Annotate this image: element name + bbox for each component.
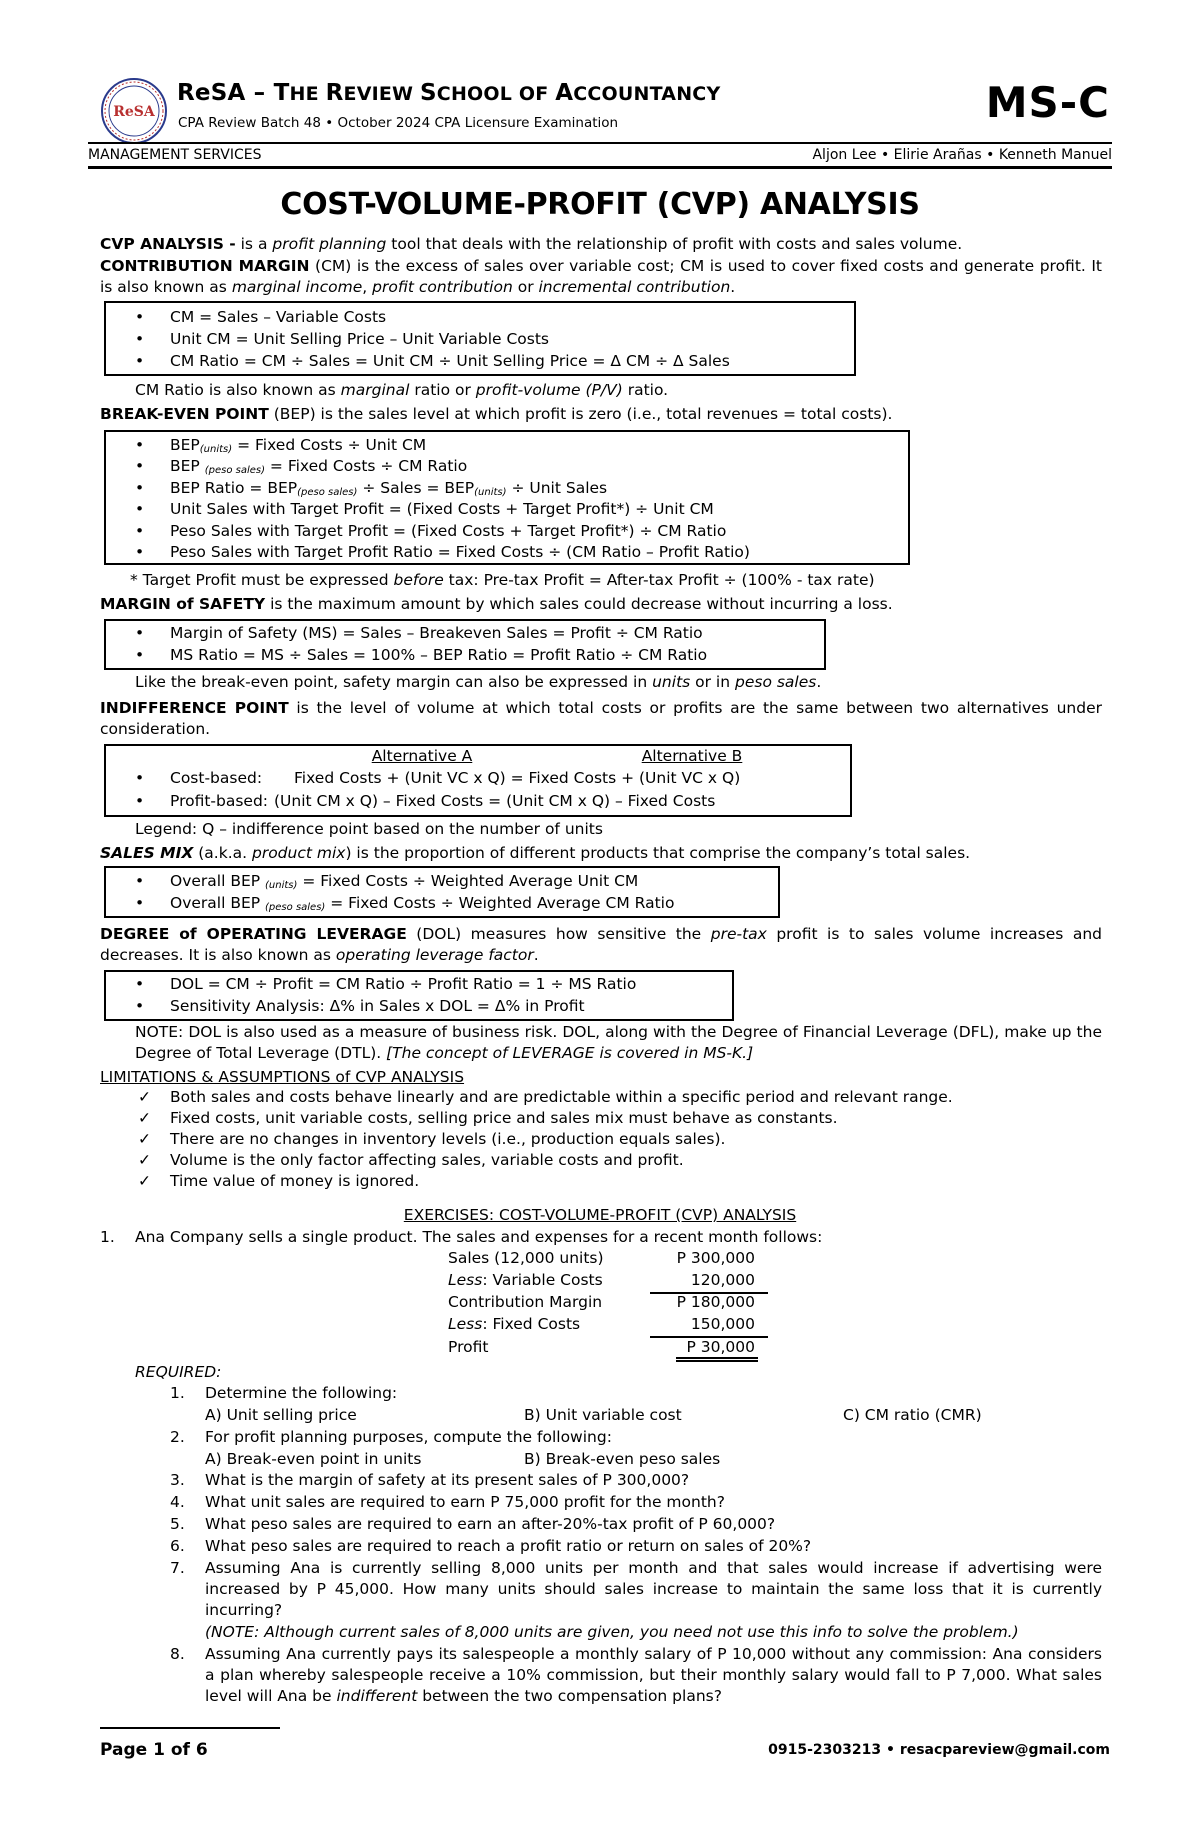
requirement-number: 2. [170,1428,185,1446]
formula-item: • Overall BEP (peso sales) = Fixed Costs ÷ Weighted Average CM Ratio [135,894,675,913]
exercises-heading: EXERCISES: COST-VOLUME-PROFIT (CVP) ANALYSIS [403,1206,797,1224]
formula-item: • Sensitivity Analysis: Δ% in Sales x DOL = Δ% in Profit [135,997,585,1015]
requirement-number: 3. [170,1471,185,1489]
footer-rule [100,1727,280,1729]
formula-item: • MS Ratio = MS ÷ Sales = 100% – BEP Ratio = Profit Ratio ÷ CM Ratio [135,646,708,664]
check-icon: ✓ [138,1130,151,1148]
formula-item: • DOL = CM ÷ Profit = CM Ratio ÷ Profit Ratio = 1 ÷ MS Ratio [135,975,637,993]
requirement-number: 4. [170,1493,185,1511]
mos-note: Like the break-even point, safety margin can also be expressed in units or in peso sales. [135,673,822,691]
requirement-number: 8. [170,1645,185,1663]
requirement-text: What peso sales are required to earn an after-20%-tax profit of P 60,000? [205,1515,776,1533]
checklist-item: ✓ Time value of money is ignored. [138,1172,420,1190]
formula-item: • Profit-based: [135,792,269,810]
fs-amount: P 180,000 [676,1293,755,1311]
alternative-b-header: Alternative B [641,747,743,765]
header-rule-thick [88,166,1112,169]
fs-label: Profit [448,1338,489,1356]
limitations-heading: LIMITATIONS & ASSUMPTIONS of CVP ANALYSIS [100,1068,465,1086]
fs-double-rule [676,1360,758,1362]
formula-item: • Unit CM = Unit Selling Price – Unit Variable Costs [135,330,549,348]
checklist-item: ✓ Volume is the only factor affecting sales, variable costs and profit. [138,1151,684,1169]
fs-amount: P 300,000 [676,1249,755,1267]
cm-ratio-note: CM Ratio is also known as marginal ratio or profit-volume (P/V) ratio. [135,381,669,399]
subject-label: MANAGEMENT SERVICES [88,147,262,163]
formula-item: • Margin of Safety (MS) = Sales – Breakeven Sales = Profit ÷ CM Ratio [135,624,703,642]
formula-item: • Peso Sales with Target Profit Ratio = Fixed Costs ÷ (CM Ratio – Profit Ratio) [135,543,750,561]
dol-definition: DEGREE of OPERATING LEVERAGE (DOL) measures how sensitive the pre-tax profit is to sales volume increases and decreases. It is also known as operating leverage factor. [100,925,1103,964]
page-title: COST-VOLUME-PROFIT (CVP) ANALYSIS [280,187,920,222]
requirement-text: What is the margin of safety at its present sales of P 300,000? [205,1471,690,1489]
formula-item: • CM Ratio = CM ÷ Sales = Unit CM ÷ Unit Selling Price = Δ CM ÷ Δ Sales [135,352,730,370]
requirement-number: 7. [170,1559,185,1577]
checklist-item: ✓ Fixed costs, unit variable costs, selling price and sales mix must behave as constants. [138,1109,838,1127]
requirement-option: B) Break-even peso sales [524,1450,721,1468]
requirement-option: B) Unit variable cost [524,1406,682,1424]
requirement-text: Assuming Ana is currently selling 8,000 units per month and that sales would increase if advertising were increased by P 45,000. How many units should sales increase to maintain the same loss that it is currently incurring? [205,1559,1102,1619]
bep-definition: BREAK-EVEN POINT (BEP) is the sales level at which profit is zero (i.e., total revenues = total costs). [100,405,893,423]
fs-label: Less: Fixed Costs [448,1315,581,1333]
check-icon: ✓ [138,1088,151,1106]
formula-item: • Unit Sales with Target Profit = (Fixed Costs + Target Profit*) ÷ Unit CM [135,500,714,518]
dol-note: NOTE: DOL is also used as a measure of business risk. DOL, along with the Degree of Financial Leverage (DFL), make up the Degree of Total Leverage (DTL). [The concept of LEVERAGE is covered in MS-K.] [135,1023,1102,1062]
question-number: 1. [100,1228,115,1246]
formula-item: • CM = Sales – Variable Costs [135,308,387,326]
mos-definition: MARGIN of SAFETY is the maximum amount by which sales could decrease without incurring a loss. [100,595,893,613]
requirement-text: For profit planning purposes, compute the following: [205,1428,612,1446]
fs-label: Contribution Margin [448,1293,603,1311]
fs-double-rule [676,1357,758,1359]
checklist-item: ✓ There are no changes in inventory levels (i.e., production equals sales). [138,1130,726,1148]
batch-line: CPA Review Batch 48 • October 2024 CPA Licensure Examination [178,115,619,131]
requirement-option: A) Unit selling price [205,1406,357,1424]
checklist-item: ✓ Both sales and costs behave linearly and are predictable within a specific period and relevant range. [138,1088,953,1106]
requirement-note: (NOTE: Although current sales of 8,000 units are given, you need not use this info to solve the problem.) [205,1623,1019,1641]
page-number: Page 1 of 6 [100,1740,208,1760]
requirement-number: 5. [170,1515,185,1533]
formula-item: • Peso Sales with Target Profit = (Fixed Costs + Target Profit*) ÷ CM Ratio [135,522,727,540]
requirement-option: C) CM ratio (CMR) [843,1406,982,1424]
module-code: MS-C [985,78,1110,127]
question-text: Ana Company sells a single product. The sales and expenses for a recent month follows: [135,1228,823,1246]
requirement-text: Assuming Ana currently pays its salespeople a monthly salary of P 10,000 without any commission: Ana considers a plan whereby salespeople receive a 10% commission, but their monthly salary would fall to P 7,000. What sales level will Ana be indifferent between the two compensation plans? [205,1645,1102,1705]
contact-info: 0915-2303213 • resacpareview@gmail.com [768,1742,1110,1758]
svg-text:ReSA: ReSA [113,104,155,120]
cvp-definition: CVP ANALYSIS - is a profit planning tool that deals with the relationship of profit with costs and sales volume. [100,235,963,253]
indifference-legend: Legend: Q – indifference point based on the number of units [135,820,603,838]
indifference-definition: INDIFFERENCE POINT is the level of volume at which total costs or profits are the same between two alternatives under consideration. [100,699,1103,738]
authors-label: Aljon Lee • Elirie Arañas • Kenneth Manuel [812,147,1112,163]
header-rule [88,142,1112,144]
resa-logo [100,77,168,145]
target-profit-note: * Target Profit must be expressed before tax: Pre-tax Profit = After-tax Profit ÷ (100% - tax rate) [130,571,875,589]
formula-item: • Overall BEP (units) = Fixed Costs ÷ Weighted Average Unit CM [135,872,639,891]
formula-item: • Cost-based: [135,769,263,787]
requirement-number: 6. [170,1537,185,1555]
school-name: ReSA – THE REVIEW SCHOOL OF ACCOUNTANCY [177,80,721,106]
requirement-number: 1. [170,1384,185,1402]
requirement-text: What unit sales are required to earn P 75,000 profit for the month? [205,1493,725,1511]
fs-amount: 150,000 [690,1315,755,1333]
required-label: REQUIRED: [135,1363,222,1381]
fs-amount: 120,000 [690,1271,755,1289]
requirement-text: Determine the following: [205,1384,398,1402]
check-icon: ✓ [138,1109,151,1127]
check-icon: ✓ [138,1151,151,1169]
cm-definition: CONTRIBUTION MARGIN (CM) is the excess of sales over variable cost; CM is used to cover fixed costs and generate profit. It is also known as marginal income, profit contribution or incremental contribution. [100,257,1102,296]
formula-item: • BEP (peso sales) = Fixed Costs ÷ CM Ratio [135,457,468,476]
formula-item: • BEP(units) = Fixed Costs ÷ Unit CM [135,436,427,455]
fs-label: Sales (12,000 units) [448,1249,604,1267]
fs-amount: P 30,000 [686,1338,755,1356]
cost-based-formula: Fixed Costs + (Unit VC x Q) = Fixed Costs + (Unit VC x Q) [294,769,741,787]
profit-based-formula: (Unit CM x Q) – Fixed Costs = (Unit CM x Q) – Fixed Costs [274,792,716,810]
alternative-a-header: Alternative A [371,747,473,765]
sales-mix-definition: SALES MIX (a.k.a. product mix) is the proportion of different products that comprise the company’s total sales. [100,844,971,862]
fs-label: Less: Variable Costs [448,1271,603,1289]
check-icon: ✓ [138,1172,151,1190]
requirement-option: A) Break-even point in units [205,1450,422,1468]
formula-item: • BEP Ratio = BEP(peso sales) ÷ Sales = BEP(units) ÷ Unit Sales [135,479,608,498]
requirement-text: What peso sales are required to reach a profit ratio or return on sales of 20%? [205,1537,812,1555]
